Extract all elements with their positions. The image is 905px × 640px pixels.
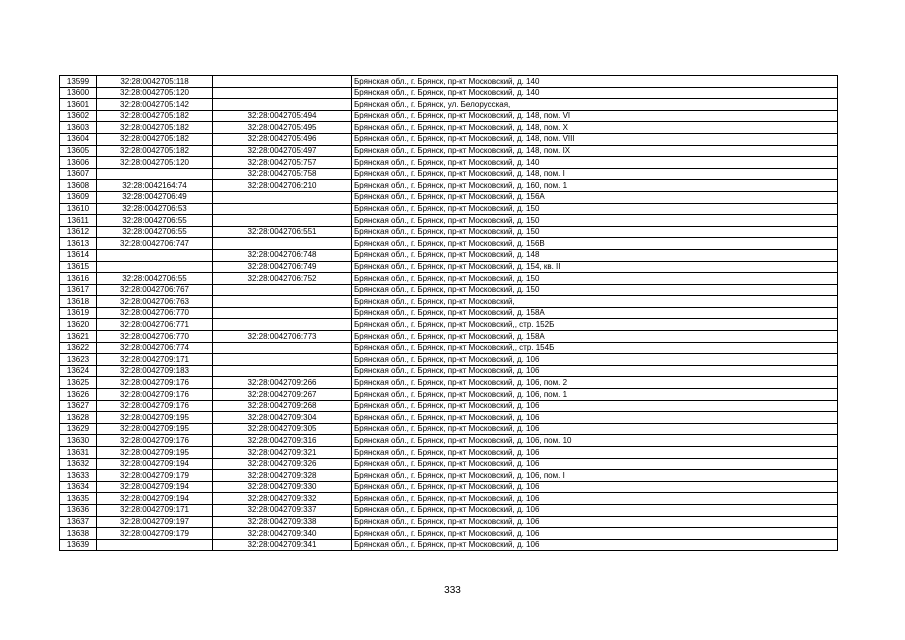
object-cadastral-number-cell: 32:28:0042709:316 [213,435,352,447]
parcel-cadastral-number-cell: 32:28:0042706:55 [97,273,213,285]
parcel-cadastral-number-cell: 32:28:0042709:176 [97,377,213,389]
object-cadastral-number-cell: 32:28:0042709:268 [213,400,352,412]
object-cadastral-number-cell: 32:28:0042705:758 [213,168,352,180]
parcel-cadastral-number-cell: 32:28:0042709:171 [97,354,213,366]
parcel-cadastral-number-cell [97,168,213,180]
parcel-cadastral-number-cell: 32:28:0042705:182 [97,133,213,145]
address-cell: Брянская обл., г. Брянск, пр-кт Московский, д. 148, пом. I [352,168,838,180]
address-cell: Брянская обл., г. Брянск, пр-кт Московский,, стр. 152Б [352,319,838,331]
table-row [60,203,838,215]
object-cadastral-number-cell [213,203,352,215]
address-cell: Брянская обл., г. Брянск, пр-кт Московский, д. 106, пом. 10 [352,435,838,447]
object-cadastral-number-cell: 32:28:0042709:304 [213,412,352,424]
object-cadastral-number-cell: 32:28:0042709:328 [213,470,352,482]
table-row [60,377,838,389]
row-number-cell: 13638 [60,528,97,540]
address-cell: Брянская обл., г. Брянск, пр-кт Московский, д. 158А [352,331,838,343]
object-cadastral-number-cell: 32:28:0042709:305 [213,423,352,435]
row-number-cell: 13637 [60,516,97,528]
table-row [60,319,838,331]
parcel-cadastral-number-cell: 32:28:0042706:49 [97,191,213,203]
object-cadastral-number-cell: 32:28:0042709:267 [213,389,352,401]
parcel-cadastral-number-cell: 32:28:0042706:770 [97,331,213,343]
address-cell: Брянская обл., г. Брянск, пр-кт Московский, д. 106, пом. 2 [352,377,838,389]
table-row [60,133,838,145]
object-cadastral-number-cell: 32:28:0042709:326 [213,458,352,470]
row-number-cell: 13615 [60,261,97,273]
object-cadastral-number-cell [213,215,352,227]
address-cell: Брянская обл., г. Брянск, пр-кт Московский, д. 150 [352,284,838,296]
row-number-cell: 13625 [60,377,97,389]
row-number-cell: 13627 [60,400,97,412]
row-number-cell: 13618 [60,296,97,308]
row-number-cell: 13607 [60,168,97,180]
row-number-cell: 13605 [60,145,97,157]
registry-table-body [60,76,838,551]
address-cell: Брянская обл., г. Брянск, пр-кт Московский, д. 106 [352,412,838,424]
parcel-cadastral-number-cell: 32:28:0042705:182 [97,110,213,122]
address-cell: Брянская обл., г. Брянск, пр-кт Московский, д. 148, пом. X [352,122,838,134]
address-cell: Брянская обл., г. Брянск, пр-кт Московский, д. 148, пом. IX [352,145,838,157]
parcel-cadastral-number-cell: 32:28:0042709:171 [97,504,213,516]
object-cadastral-number-cell: 32:28:0042706:748 [213,249,352,261]
row-number-cell: 13628 [60,412,97,424]
object-cadastral-number-cell [213,99,352,111]
row-number-cell: 13599 [60,76,97,88]
address-cell: Брянская обл., г. Брянск, пр-кт Московский, д. 106 [352,423,838,435]
parcel-cadastral-number-cell: 32:28:0042705:182 [97,145,213,157]
object-cadastral-number-cell [213,354,352,366]
row-number-cell: 13624 [60,365,97,377]
object-cadastral-number-cell: 32:28:0042709:332 [213,493,352,505]
table-row [60,481,838,493]
row-number-cell: 13608 [60,180,97,192]
row-number-cell: 13616 [60,273,97,285]
row-number-cell: 13639 [60,539,97,551]
parcel-cadastral-number-cell [97,261,213,273]
address-cell: Брянская обл., г. Брянск, пр-кт Московский, д. 150 [352,273,838,285]
table-row [60,296,838,308]
table-row [60,331,838,343]
row-number-cell: 13612 [60,226,97,238]
object-cadastral-number-cell [213,365,352,377]
address-cell: Брянская обл., г. Брянск, пр-кт Московский, д. 150 [352,203,838,215]
table-row [60,168,838,180]
table-row [60,539,838,551]
object-cadastral-number-cell: 32:28:0042705:757 [213,157,352,169]
row-number-cell: 13629 [60,423,97,435]
address-cell: Брянская обл., г. Брянск, пр-кт Московский, д. 106 [352,493,838,505]
address-cell: Брянская обл., г. Брянск, пр-кт Московский, д. 140 [352,76,838,88]
object-cadastral-number-cell: 32:28:0042709:338 [213,516,352,528]
object-cadastral-number-cell: 32:28:0042705:494 [213,110,352,122]
address-cell: Брянская обл., г. Брянск, пр-кт Московский, д. 106 [352,400,838,412]
table-row [60,99,838,111]
parcel-cadastral-number-cell: 32:28:0042709:179 [97,528,213,540]
row-number-cell: 13630 [60,435,97,447]
parcel-cadastral-number-cell: 32:28:0042706:763 [97,296,213,308]
address-cell: Брянская обл., г. Брянск, пр-кт Московский, д. 106 [352,481,838,493]
table-row [60,365,838,377]
object-cadastral-number-cell: 32:28:0042709:266 [213,377,352,389]
table-row [60,284,838,296]
row-number-cell: 13620 [60,319,97,331]
parcel-cadastral-number-cell [97,539,213,551]
table-row [60,423,838,435]
table-row [60,504,838,516]
table-row [60,226,838,238]
parcel-cadastral-number-cell: 32:28:0042706:771 [97,319,213,331]
row-number-cell: 13613 [60,238,97,250]
object-cadastral-number-cell: 32:28:0042705:497 [213,145,352,157]
table-row [60,400,838,412]
page-number: 333 [444,585,461,596]
address-cell: Брянская обл., г. Брянск, пр-кт Московский, д. 106, пом. I [352,470,838,482]
address-cell: Брянская обл., г. Брянск, пр-кт Московский, д. 156А [352,191,838,203]
table-row [60,145,838,157]
table-row [60,87,838,99]
object-cadastral-number-cell: 32:28:0042706:773 [213,331,352,343]
table-row [60,435,838,447]
address-cell: Брянская обл., г. Брянск, пр-кт Московский, д. 106 [352,458,838,470]
address-cell: Брянская обл., г. Брянск, пр-кт Московский, д. 106 [352,447,838,459]
object-cadastral-number-cell: 32:28:0042709:330 [213,481,352,493]
address-cell: Брянская обл., г. Брянск, пр-кт Московский, д. 148, пом. VIII [352,133,838,145]
table-row [60,76,838,88]
row-number-cell: 13604 [60,133,97,145]
parcel-cadastral-number-cell: 32:28:0042706:767 [97,284,213,296]
object-cadastral-number-cell: 32:28:0042709:340 [213,528,352,540]
address-cell: Брянская обл., г. Брянск, пр-кт Московский, д. 156В [352,238,838,250]
address-cell: Брянская обл., г. Брянск, пр-кт Московский, д. 140 [352,157,838,169]
parcel-cadastral-number-cell: 32:28:0042706:747 [97,238,213,250]
address-cell: Брянская обл., г. Брянск, пр-кт Московский, [352,296,838,308]
object-cadastral-number-cell [213,319,352,331]
parcel-cadastral-number-cell: 32:28:0042706:55 [97,226,213,238]
row-number-cell: 13634 [60,481,97,493]
object-cadastral-number-cell [213,191,352,203]
row-number-cell: 13633 [60,470,97,482]
row-number-cell: 13621 [60,331,97,343]
row-number-cell: 13600 [60,87,97,99]
table-row [60,215,838,227]
parcel-cadastral-number-cell: 32:28:0042709:195 [97,447,213,459]
registry-table [59,75,838,551]
row-number-cell: 13606 [60,157,97,169]
row-number-cell: 13619 [60,307,97,319]
parcel-cadastral-number-cell: 32:28:0042705:120 [97,157,213,169]
address-cell: Брянская обл., г. Брянск, пр-кт Московский, д. 154, кв. II [352,261,838,273]
object-cadastral-number-cell: 32:28:0042709:341 [213,539,352,551]
parcel-cadastral-number-cell: 32:28:0042706:55 [97,215,213,227]
table-row [60,180,838,192]
object-cadastral-number-cell [213,342,352,354]
parcel-cadastral-number-cell: 32:28:0042164:74 [97,180,213,192]
object-cadastral-number-cell: 32:28:0042706:752 [213,273,352,285]
object-cadastral-number-cell: 32:28:0042706:749 [213,261,352,273]
table-row [60,238,838,250]
address-cell: Брянская обл., г. Брянск, пр-кт Московский, д. 140 [352,87,838,99]
address-cell: Брянская обл., г. Брянск, пр-кт Московский, д. 106 [352,528,838,540]
table-row [60,191,838,203]
parcel-cadastral-number-cell: 32:28:0042709:195 [97,412,213,424]
parcel-cadastral-number-cell: 32:28:0042709:179 [97,470,213,482]
address-cell: Брянская обл., г. Брянск, ул. Белорусская, [352,99,838,111]
address-cell: Брянская обл., г. Брянск, пр-кт Московский, д. 148, пом. VI [352,110,838,122]
row-number-cell: 13602 [60,110,97,122]
table-row [60,528,838,540]
parcel-cadastral-number-cell: 32:28:0042705:182 [97,122,213,134]
object-cadastral-number-cell: 32:28:0042709:321 [213,447,352,459]
address-cell: Брянская обл., г. Брянск, пр-кт Московский, д. 106 [352,365,838,377]
parcel-cadastral-number-cell: 32:28:0042709:176 [97,389,213,401]
row-number-cell: 13614 [60,249,97,261]
parcel-cadastral-number-cell: 32:28:0042706:774 [97,342,213,354]
table-row [60,273,838,285]
address-cell: Брянская обл., г. Брянск, пр-кт Московский, д. 106 [352,504,838,516]
table-row [60,447,838,459]
table-row [60,493,838,505]
address-cell: Брянская обл., г. Брянск, пр-кт Московский, д. 150 [352,215,838,227]
row-number-cell: 13626 [60,389,97,401]
object-cadastral-number-cell [213,296,352,308]
row-number-cell: 13617 [60,284,97,296]
address-cell: Брянская обл., г. Брянск, пр-кт Московский, д. 106 [352,354,838,366]
table-row [60,516,838,528]
row-number-cell: 13611 [60,215,97,227]
table-row [60,249,838,261]
object-cadastral-number-cell: 32:28:0042705:495 [213,122,352,134]
object-cadastral-number-cell [213,284,352,296]
table-row [60,458,838,470]
object-cadastral-number-cell [213,238,352,250]
address-cell: Брянская обл., г. Брянск, пр-кт Московский, д. 158А [352,307,838,319]
address-cell: Брянская обл., г. Брянск, пр-кт Московский,, стр. 154Б [352,342,838,354]
table-row [60,354,838,366]
table-row [60,389,838,401]
address-cell: Брянская обл., г. Брянск, пр-кт Московский, д. 160, пом. 1 [352,180,838,192]
address-cell: Брянская обл., г. Брянск, пр-кт Московский, д. 148 [352,249,838,261]
table-row [60,122,838,134]
row-number-cell: 13603 [60,122,97,134]
parcel-cadastral-number-cell [97,249,213,261]
parcel-cadastral-number-cell: 32:28:0042705:142 [97,99,213,111]
table-row [60,342,838,354]
parcel-cadastral-number-cell: 32:28:0042709:194 [97,458,213,470]
object-cadastral-number-cell [213,307,352,319]
parcel-cadastral-number-cell: 32:28:0042705:120 [97,87,213,99]
object-cadastral-number-cell: 32:28:0042709:337 [213,504,352,516]
table-row [60,157,838,169]
address-cell: Брянская обл., г. Брянск, пр-кт Московский, д. 106 [352,516,838,528]
table-row [60,470,838,482]
row-number-cell: 13632 [60,458,97,470]
row-number-cell: 13601 [60,99,97,111]
parcel-cadastral-number-cell: 32:28:0042705:118 [97,76,213,88]
address-cell: Брянская обл., г. Брянск, пр-кт Московский, д. 106 [352,539,838,551]
row-number-cell: 13631 [60,447,97,459]
address-cell: Брянская обл., г. Брянск, пр-кт Московский, д. 150 [352,226,838,238]
parcel-cadastral-number-cell: 32:28:0042706:53 [97,203,213,215]
table-row [60,261,838,273]
parcel-cadastral-number-cell: 32:28:0042709:194 [97,493,213,505]
row-number-cell: 13610 [60,203,97,215]
row-number-cell: 13636 [60,504,97,516]
parcel-cadastral-number-cell: 32:28:0042706:770 [97,307,213,319]
row-number-cell: 13635 [60,493,97,505]
parcel-cadastral-number-cell: 32:28:0042709:176 [97,400,213,412]
object-cadastral-number-cell: 32:28:0042706:551 [213,226,352,238]
table-row [60,110,838,122]
address-cell: Брянская обл., г. Брянск, пр-кт Московский, д. 106, пом. 1 [352,389,838,401]
object-cadastral-number-cell: 32:28:0042706:210 [213,180,352,192]
object-cadastral-number-cell: 32:28:0042705:496 [213,133,352,145]
object-cadastral-number-cell [213,76,352,88]
row-number-cell: 13609 [60,191,97,203]
row-number-cell: 13622 [60,342,97,354]
table-row [60,307,838,319]
parcel-cadastral-number-cell: 32:28:0042709:195 [97,423,213,435]
object-cadastral-number-cell [213,87,352,99]
table-row [60,412,838,424]
parcel-cadastral-number-cell: 32:28:0042709:183 [97,365,213,377]
row-number-cell: 13623 [60,354,97,366]
parcel-cadastral-number-cell: 32:28:0042709:194 [97,481,213,493]
parcel-cadastral-number-cell: 32:28:0042709:197 [97,516,213,528]
parcel-cadastral-number-cell: 32:28:0042709:176 [97,435,213,447]
